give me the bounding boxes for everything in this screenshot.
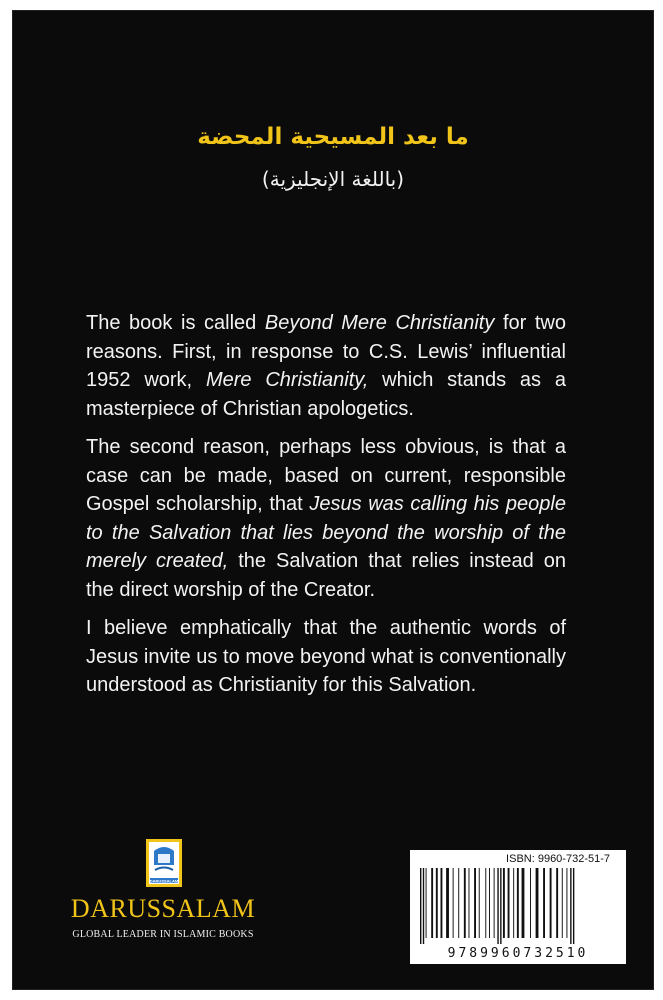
- darussalam-book-icon: [146, 839, 182, 887]
- barcode-bar: [441, 868, 443, 938]
- barcode: [410, 850, 626, 964]
- isbn-label: ISBN: 9960-732-51-7: [506, 853, 610, 865]
- barcode-bar: [562, 868, 563, 938]
- barcode-bar: [485, 868, 486, 938]
- barcode-bar: [436, 868, 438, 938]
- barcode-bar: [522, 868, 525, 938]
- publisher-name: DARUSSALAM: [70, 894, 256, 923]
- blurb-paragraph-2: [86, 433, 566, 604]
- barcode-bar: [570, 868, 571, 944]
- blurb-text-run: Mere Christianity,: [205, 369, 369, 391]
- barcode-bar: [494, 868, 495, 938]
- ean-digits: 9789960732510: [447, 946, 589, 961]
- blurb-text-run: the Salvation that relies instead on the direct worship of the Creator.: [86, 550, 566, 601]
- blurb-text-run: which stands as a masterpiece of Christian apologetics.: [86, 369, 566, 420]
- barcode-bar: [517, 868, 519, 938]
- barcode-bar: [530, 868, 531, 938]
- barcode-bar: [536, 868, 539, 938]
- barcode-bar: [550, 868, 552, 938]
- barcode-bar: [503, 868, 505, 938]
- barcode-bar: [508, 868, 510, 938]
- publisher-tagline: GLOBAL LEADER IN ISLAMIC BOOKS: [72, 929, 254, 940]
- barcode-bar: [556, 868, 558, 938]
- blurb-text-run: Jesus was calling his people to the Salvation that lies beyond the worship of the merely created,: [86, 493, 566, 572]
- barcode-bar: [423, 868, 424, 944]
- blurb-paragraph-1: [86, 309, 566, 423]
- blurb-paragraph-3: [86, 614, 566, 700]
- blurb-text-run: The second reason, perhaps less obvious, is that a case can be made, based on current, responsible Gospel scholarship, that: [86, 436, 566, 515]
- barcode-bar: [453, 868, 454, 938]
- blurb: [86, 309, 566, 710]
- blurb-text-run: The book is called: [86, 312, 265, 334]
- back-cover: [12, 10, 654, 990]
- logo-text: DARUSSALAM: [149, 878, 179, 884]
- blurb-text-run: Beyond Mere Christianity: [264, 312, 495, 334]
- barcode-bar: [420, 868, 421, 944]
- barcode-bar: [469, 868, 470, 938]
- barcode-bar: [458, 868, 459, 938]
- barcode-bar: [543, 868, 545, 938]
- barcode-bar: [566, 868, 567, 938]
- barcode-bars: [418, 868, 618, 944]
- barcode-bar: [426, 868, 427, 938]
- barcode-bar: [464, 868, 466, 938]
- barcode-bar: [446, 868, 449, 938]
- barcode-bar: [489, 868, 490, 938]
- blurb-text-run: I believe emphatically that the authentic words of Jesus invite us to move beyond what is conventionally understood as Christianity for this Salvation.: [86, 617, 566, 696]
- barcode-bar: [500, 868, 501, 944]
- barcode-bar: [513, 868, 514, 938]
- barcode-bar: [479, 868, 480, 938]
- barcode-bar: [497, 868, 498, 944]
- barcode-bar: [573, 868, 574, 944]
- arabic-title: ما بعد المسيحية المحضة: [197, 124, 469, 150]
- blurb-text-run: for two reasons. First, in response to C.S. Lewis’ influential 1952 work,: [86, 312, 566, 391]
- barcode-bar: [474, 868, 476, 938]
- arabic-subtitle: (باللغة الإنجليزية): [261, 167, 405, 191]
- barcode-bar: [431, 868, 433, 938]
